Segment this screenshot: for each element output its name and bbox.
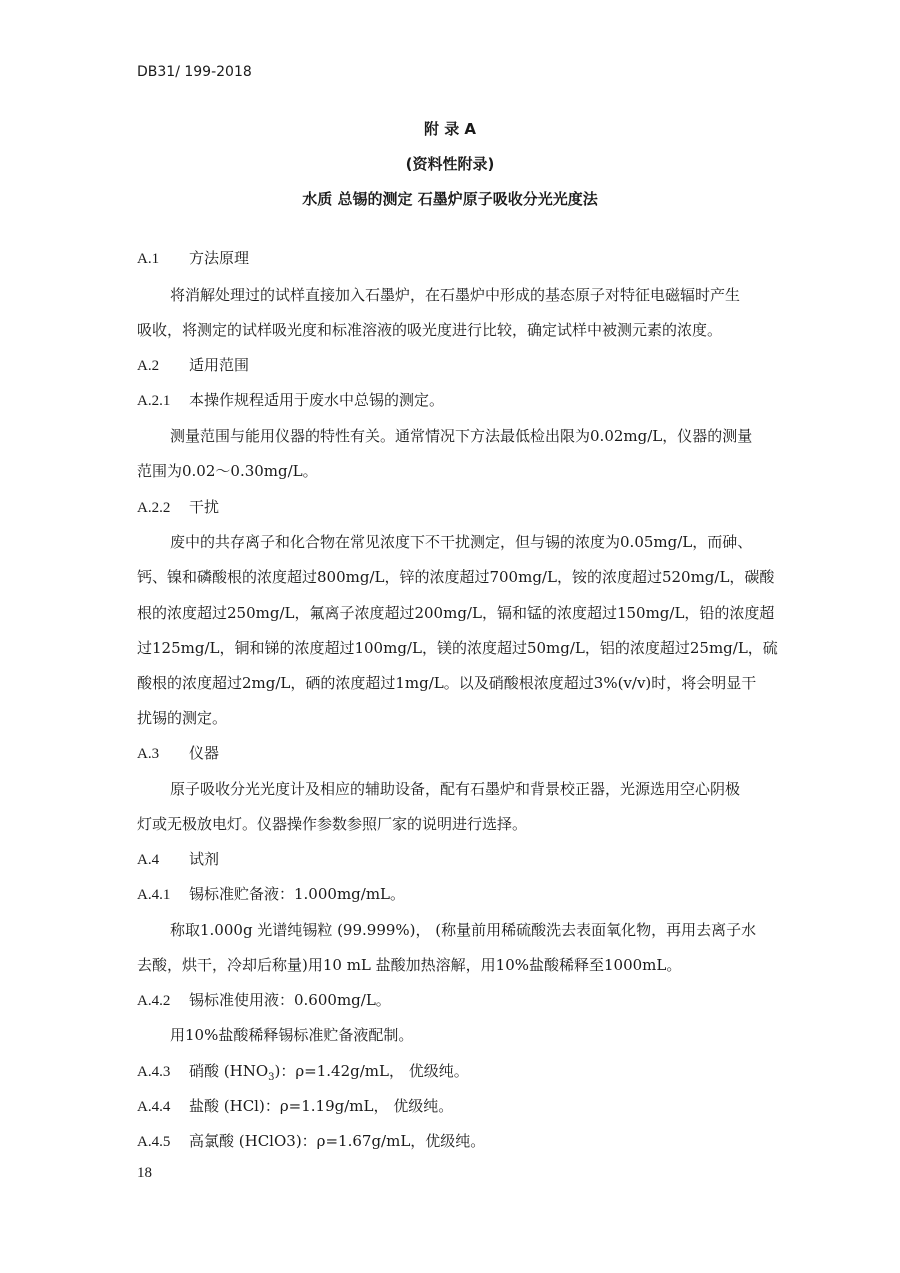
paragraph-line: 将消解处理过的试样直接加入石墨炉，在石墨炉中形成的基态原子对特征电磁辐时产生 [170, 286, 741, 304]
subsection-number: A.4.4 [137, 1099, 171, 1115]
subsection-number: A.2.2 [137, 500, 171, 516]
paragraph-line: 测量范围与能用仪器的特性有关。通常情况下方法最低检出限为0.02mg/L，仪器的测量 [170, 427, 753, 445]
section-number: A.3 [137, 746, 160, 762]
section-a1-heading [137, 248, 249, 269]
appendix-subject: 水质 总锡的测定 石墨炉原子吸收分光光度法 [302, 190, 598, 208]
section-title: 试剂 [189, 850, 220, 868]
subsection-text: 硝酸 $(HNO_3)$：ρ=1.42g/mL， 优级纯。 [189, 1062, 469, 1083]
paragraph-line: 废中的共存离子和化合物在常见浓度下不干扰测定，但与锡的浓度为0.05mg/L，而砷、 [170, 533, 753, 551]
paragraph-line: 钙、镍和磷酸根的浓度超过800mg/L，锌的浓度超过700mg/L，铵的浓度超过520mg/L，碳酸 [137, 568, 775, 586]
subsection-a42 [137, 990, 391, 1011]
section-a3-heading [137, 743, 219, 764]
subsection-text: 盐酸 (HCl)：ρ=1.19g/mL， 优级纯。 [189, 1097, 454, 1115]
subsection-text: 锡标准使用液：0.600mg/L。 [189, 991, 391, 1009]
paragraph-line: 范围为0.02～0.30mg/L。 [137, 462, 318, 480]
appendix-title: 附 录 A [423, 120, 477, 138]
subsection-a41 [137, 884, 405, 905]
paragraph-line: 用10%盐酸稀释锡标准贮备液配制。 [170, 1026, 414, 1044]
subsection-text: 干扰 [189, 498, 220, 516]
paragraph-line: 扰锡的测定。 [137, 709, 228, 727]
paragraph-line: 原子吸收分光光度计及相应的辅助设备，配有石墨炉和背景校正器，光源选用空心阴极 [170, 780, 741, 798]
subsection-a44 [137, 1096, 453, 1117]
subsection-a21 [137, 390, 444, 411]
subsection-a22 [137, 497, 219, 518]
paragraph-line: 灯或无极放电灯。仪器操作参数参照厂家的说明进行选择。 [137, 815, 528, 833]
paragraph-line: 称取1.000g 光谱纯锡粒 (99.999%)， (称量前用稀硫酸洗去表面氧化物，再用去离子水 [170, 921, 757, 939]
section-title: 适用范围 [189, 356, 250, 374]
appendix-type: (资料性附录) [405, 155, 495, 173]
section-number: A.4 [137, 852, 160, 868]
section-a4-heading [137, 849, 219, 870]
subsection-text: 本操作规程适用于废水中总锡的测定。 [189, 391, 445, 409]
subsection-a45 [137, 1131, 485, 1152]
section-title: 仪器 [189, 744, 220, 762]
subsection-text: 高氯酸 (HClO3)：ρ=1.67g/mL，优级纯。 [189, 1132, 486, 1150]
section-title: 方法原理 [189, 249, 250, 267]
subsection-number: A.4.2 [137, 993, 171, 1009]
section-number: A.1 [137, 251, 160, 267]
paragraph-line: 过125mg/L，铜和锑的浓度超过100mg/L，镁的浓度超过50mg/L，铝的浓度超过25mg/L，硫 [137, 639, 778, 657]
paragraph-line: 根的浓度超过250mg/L，氟离子浓度超过200mg/L，镉和锰的浓度超过150mg/L，铅的浓度超 [137, 604, 775, 622]
subsection-number: A.4.5 [137, 1134, 171, 1150]
subsection-a43 [137, 1061, 469, 1088]
paragraph-line: 吸收，将测定的试样吸光度和标准溶液的吸光度进行比较，确定试样中被测元素的浓度。 [137, 321, 723, 339]
section-a2-heading [137, 355, 249, 376]
document-code: DB31/ 199-2018 [137, 64, 252, 80]
section-number: A.2 [137, 358, 160, 374]
subsection-number: A.4.1 [137, 887, 171, 903]
paragraph-line: 去酸，烘干，冷却后称量)用10 mL 盐酸加热溶解，用10%盐酸稀释至1000mL。 [137, 956, 682, 974]
subsection-text: 锡标准贮备液：1.000mg/mL。 [189, 885, 406, 903]
subsection-number: A.2.1 [137, 393, 171, 409]
subsection-number: A.4.3 [137, 1064, 171, 1080]
paragraph-line: 酸根的浓度超过2mg/L，硒的浓度超过1mg/L。以及硝酸根浓度超过3%(v/v)时，将会明显干 [137, 674, 757, 692]
page-number: 18 [137, 1165, 152, 1181]
